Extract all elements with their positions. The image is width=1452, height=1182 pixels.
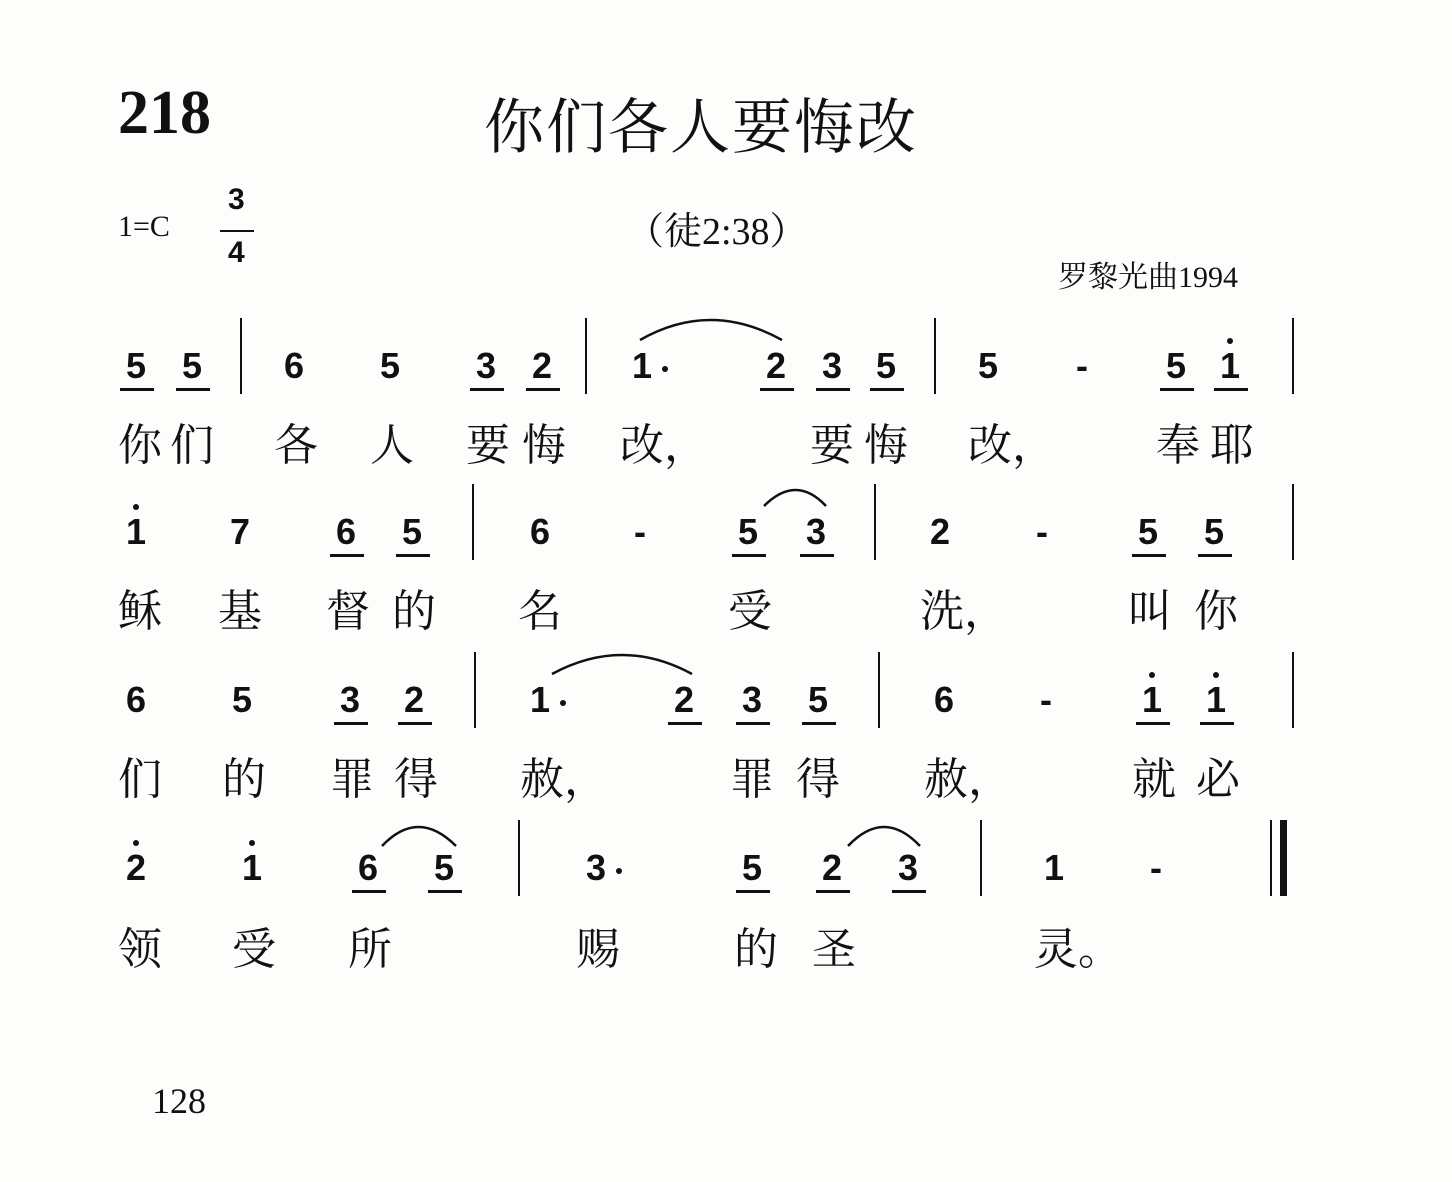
lyric-syllable: 你 xyxy=(1194,586,1238,637)
note-3: 3 xyxy=(586,847,607,888)
note-dash: - xyxy=(1150,847,1162,888)
note-2: 2 xyxy=(930,511,951,552)
note-6: 6 xyxy=(358,847,379,888)
note-5: 5 xyxy=(380,345,401,386)
lyric-syllable: 各 xyxy=(274,420,318,471)
note-2: 2 xyxy=(532,345,553,386)
note-2: 2 xyxy=(404,679,425,720)
note-2: 2 xyxy=(674,679,695,720)
note-2: 2 xyxy=(766,345,787,386)
note-dash: - xyxy=(1076,345,1088,386)
note-5: 5 xyxy=(402,511,423,552)
note-dash: - xyxy=(1036,511,1048,552)
lyric-syllable: 领 xyxy=(118,924,162,975)
lyric-syllable: 悔 xyxy=(864,420,908,471)
time-signature-unit: 4 xyxy=(228,236,245,269)
lyric-syllable: 赦， xyxy=(520,754,608,805)
slur-4 xyxy=(382,827,456,846)
lyric-syllable: 改， xyxy=(620,420,708,471)
lyric-syllable: 奉 xyxy=(1156,420,1200,471)
note-6: 6 xyxy=(126,679,147,720)
note-1: 1 xyxy=(126,511,147,552)
lyric-syllable: 受 xyxy=(232,924,276,975)
note-5: 5 xyxy=(808,679,829,720)
note-5: 5 xyxy=(126,345,147,386)
slur-1 xyxy=(640,320,782,340)
note-1: 1 xyxy=(1206,679,1227,720)
lyric-syllable: 的 xyxy=(392,586,436,637)
note-1: 1 xyxy=(242,847,263,888)
note-1: 1 xyxy=(1220,345,1241,386)
lyric-syllable: 就 xyxy=(1132,754,1176,805)
lyric-syllable: 得 xyxy=(796,754,840,805)
lyric-syllable: 基 xyxy=(218,586,262,637)
slur-5 xyxy=(848,827,920,846)
note-1: 1 xyxy=(1142,679,1163,720)
note-6: 6 xyxy=(284,345,305,386)
lyric-syllable: 得 xyxy=(394,754,438,805)
note-2: 2 xyxy=(822,847,843,888)
lyric-syllable: 稣 xyxy=(118,586,162,637)
slur-3 xyxy=(552,655,692,674)
lyric-syllable: 圣 xyxy=(812,924,856,975)
lyric-syllable: 的 xyxy=(734,924,778,975)
composer-credit: 罗黎光曲1994 xyxy=(1058,261,1238,294)
page-number: 128 xyxy=(152,1081,206,1121)
lyric-syllable: 灵。 xyxy=(1034,924,1122,975)
lyric-syllable: 你 xyxy=(118,420,162,471)
lyric-syllable: 名 xyxy=(518,586,562,637)
note-5: 5 xyxy=(978,345,999,386)
note-3: 3 xyxy=(822,345,843,386)
lyric-syllable: 受 xyxy=(728,586,772,637)
lyric-syllable: 悔 xyxy=(522,420,566,471)
lyric-syllable: 赦， xyxy=(924,754,1012,805)
slur-2 xyxy=(764,490,826,506)
hymn-number: 218 xyxy=(118,79,211,147)
lyric-syllable: 要 xyxy=(466,420,510,471)
lyric-syllable: 叫 xyxy=(1128,586,1172,637)
note-1: 1 xyxy=(632,345,653,386)
time-signature-beats: 3 xyxy=(228,183,245,216)
lyric-syllable: 督 xyxy=(326,586,370,637)
lyric-syllable: 赐 xyxy=(576,924,620,975)
note-5: 5 xyxy=(876,345,897,386)
note-6: 6 xyxy=(336,511,357,552)
note-3: 3 xyxy=(742,679,763,720)
hymn-title: 你们各人要悔改 xyxy=(484,93,918,163)
lyric-syllable: 罪 xyxy=(730,754,774,805)
note-6: 6 xyxy=(934,679,955,720)
note-5: 5 xyxy=(434,847,455,888)
note-5: 5 xyxy=(1138,511,1159,552)
note-dash: - xyxy=(1040,679,1052,720)
note-1: 1 xyxy=(1044,847,1065,888)
note-3: 3 xyxy=(340,679,361,720)
note-5: 5 xyxy=(742,847,763,888)
note-1: 1 xyxy=(530,679,551,720)
lyric-syllable: 要 xyxy=(810,420,854,471)
note-2: 2 xyxy=(126,847,147,888)
note-5: 5 xyxy=(232,679,253,720)
note-6: 6 xyxy=(530,511,551,552)
note-3: 3 xyxy=(476,345,497,386)
lyric-syllable: 们 xyxy=(170,420,214,471)
note-5: 5 xyxy=(738,511,759,552)
note-5: 5 xyxy=(1166,345,1187,386)
lyric-syllable: 们 xyxy=(118,754,162,805)
key-signature: 1=C xyxy=(118,210,170,243)
note-5: 5 xyxy=(1204,511,1225,552)
lyric-syllable: 必 xyxy=(1196,754,1240,805)
lyric-syllable: 耶 xyxy=(1210,420,1254,471)
lyric-syllable: 罪 xyxy=(330,754,374,805)
note-dash: - xyxy=(634,511,646,552)
note-3: 3 xyxy=(806,511,827,552)
lyric-syllable: 的 xyxy=(222,754,266,805)
lyric-syllable: 人 xyxy=(370,420,414,471)
note-7: 7 xyxy=(230,511,251,552)
note-3: 3 xyxy=(898,847,919,888)
note-5: 5 xyxy=(182,345,203,386)
lyric-syllable: 所 xyxy=(348,924,392,975)
scripture-reference: （徒2:38） xyxy=(626,211,808,253)
lyric-syllable: 洗， xyxy=(920,586,1008,637)
lyric-syllable: 改， xyxy=(968,420,1056,471)
